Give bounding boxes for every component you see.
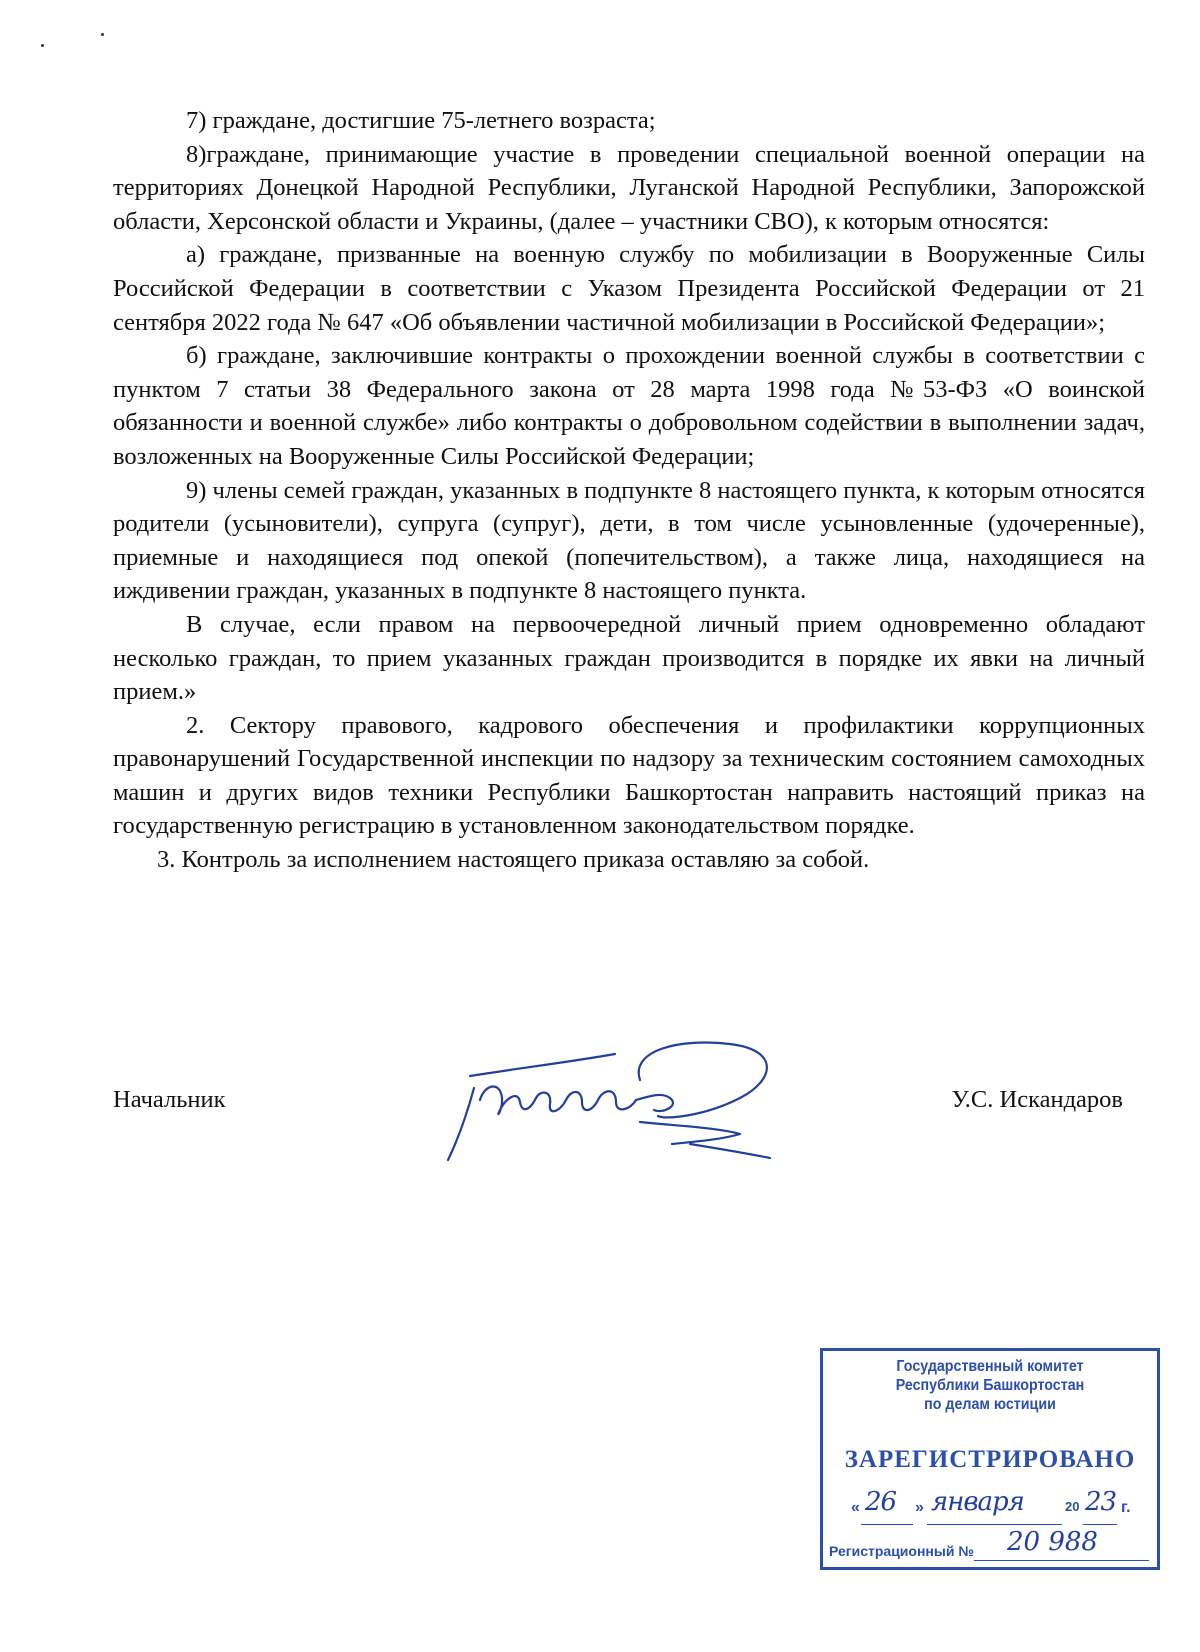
paragraph-clause-3: 3. Контроль за исполнением настоящего приказа оставляю за собой. (157, 846, 870, 874)
stamp-organization (823, 1357, 1157, 1414)
stamp-registration-number (829, 1527, 1151, 1561)
handwritten-signature (440, 1040, 810, 1170)
paragraph-item-7: 7) граждане, достигшие 75-летнего возраста; (186, 107, 656, 134)
stamp-day: 26 (865, 1487, 897, 1517)
stamp-org-line: Государственный комитет (896, 1358, 1084, 1375)
paragraph-priority-order: В случае, если правом на первоочередной личный прием одновременно обладают несколько граждан, то прием указанных граждан производится в порядке их явки на личный прием.» (113, 610, 1145, 706)
stamp-month-line (927, 1524, 1062, 1525)
stamp-year-unit: г. (1121, 1499, 1131, 1516)
stamp-month: января (931, 1487, 1024, 1517)
stamp-year-prefix: 20 (1065, 1499, 1080, 1514)
stamp-reg-line (974, 1560, 1149, 1561)
stamp-year-line (1083, 1524, 1117, 1525)
stamp-day-line (861, 1524, 913, 1525)
registration-stamp (820, 1348, 1160, 1570)
stamp-date (851, 1487, 1146, 1521)
stamp-year: 23 (1085, 1487, 1117, 1517)
stamp-status: ЗАРЕГИСТРИРОВАНО (844, 1446, 1136, 1473)
stamp-org-line: Республики Башкортостан (895, 1377, 1085, 1394)
stamp-quote-close: » (915, 1499, 924, 1516)
signer-title: Начальник (113, 1086, 226, 1113)
paragraph-item-8: 8)граждане, принимающие участие в проведении специальной военной операции на территориях Донецкой Народной Республики, Луганской Народной Республики, Запорожской области, Херсонской области и Украины, (далее – участники СВО), к которым относятся: (113, 140, 1145, 235)
stamp-reg-label: Регистрационный № (829, 1543, 974, 1559)
paragraph-item-9: 9) члены семей граждан, указанных в подпункте 8 настоящего пункта, к которым относятся родители (усыновители), супруга (супруг), дети, в том числе усыновленные (удочеренные), приемные и находящиеся под опекой (попечительством), а также лица, находящиеся на иждивении граждан, указанных в подпункте 8 настоящего пункта. (113, 476, 1145, 605)
signer-name: У.С. Искандаров (951, 1086, 1123, 1113)
paragraph-item-8a: а) граждане, призванные на военную службу по мобилизации в Вооруженные Силы Российской Федерации в соответствии с Указом Президента Российской Федерации от 21 сентября 2022 года № 647 «Об объявлении частичной мобилизации в Российской Федерации»; (113, 241, 1145, 336)
stamp-org-line: по делам юстиции (924, 1396, 1056, 1413)
paragraph-clause-2: 2. Сектору правового, кадрового обеспечения и профилактики коррупционных правонарушений Государственной инспекции по надзору за техническим состоянием самоходных машин и других видов техники Республики Башкортостан направить настоящий приказ на государственную регистрацию в установленном законодательством порядке. (113, 711, 1145, 840)
stamp-reg-number: 20 988 (1007, 1527, 1098, 1557)
stamp-quote-open: « (851, 1499, 860, 1516)
document-body (113, 104, 1145, 877)
paragraph-item-8b: б) граждане, заключившие контракты о прохождении военной службы в соответствии с пунктом 7 статьи 38 Федерального закона от 28 марта 1998 года №53-ФЗ «О воинской обязанности и военной службе» либо контракты о добровольном содействии в выполнении задач, возложенных на Вооруженные Силы Российской Федерации; (113, 342, 1145, 470)
